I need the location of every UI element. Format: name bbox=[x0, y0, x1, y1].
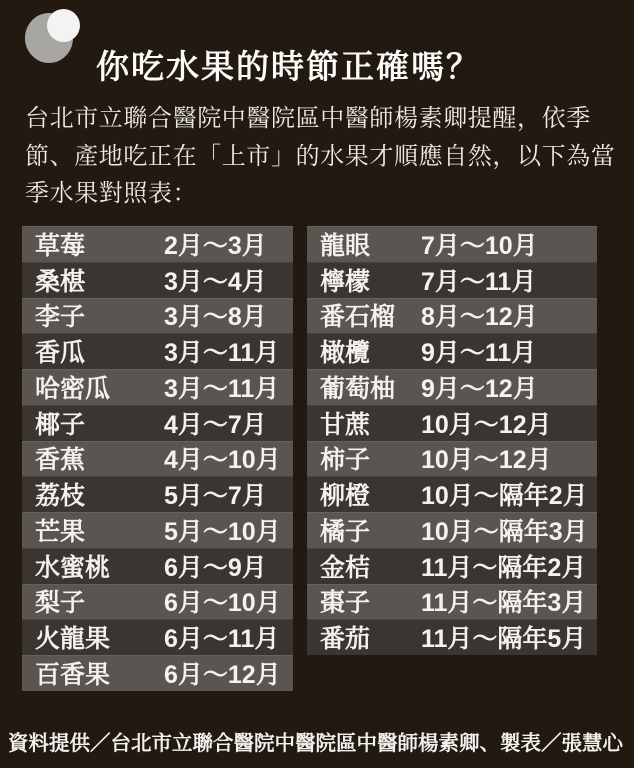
table-row bbox=[22, 369, 293, 405]
fruit-season-months: 5月～7月 bbox=[164, 482, 267, 511]
intro-line: 節、產地吃正在「上市」的水果才順應自然，以下為當 bbox=[25, 142, 616, 170]
intro-line: 台北市立聯合醫院中醫院區中醫師楊素卿提醒，依季 bbox=[25, 105, 591, 132]
fruit-season-months: 10月～12月 bbox=[421, 410, 552, 439]
fruit-table-left-column bbox=[22, 226, 293, 691]
fruit-season-months: 9月～12月 bbox=[421, 374, 538, 403]
intro-paragraph bbox=[25, 100, 615, 213]
fruit-name: 龍眼 bbox=[320, 231, 371, 260]
table-row bbox=[22, 548, 293, 584]
table-row bbox=[307, 441, 597, 477]
fruit-season-months: 6月～12月 bbox=[164, 660, 281, 689]
fruit-name: 草莓 bbox=[35, 231, 86, 260]
fruit-name: 李子 bbox=[35, 303, 86, 332]
fruit-name: 金桔 bbox=[320, 553, 371, 582]
table-row bbox=[22, 226, 293, 262]
table-row bbox=[307, 512, 597, 548]
fruit-name: 桑椹 bbox=[35, 267, 86, 296]
intro-line: 季水果對照表： bbox=[25, 180, 198, 207]
fruit-name: 芒果 bbox=[35, 517, 86, 546]
table-row bbox=[307, 298, 597, 334]
fruit-name: 葡萄柚 bbox=[320, 374, 396, 403]
table-row bbox=[22, 333, 293, 369]
fruit-season-months: 7月～11月 bbox=[421, 267, 537, 296]
fruit-season-months: 4月～7月 bbox=[164, 410, 267, 439]
fruit-season-months: 6月～11月 bbox=[164, 625, 280, 654]
table-row bbox=[307, 333, 597, 369]
fruit-name: 椰子 bbox=[35, 410, 86, 439]
fruit-name: 香瓜 bbox=[35, 339, 86, 368]
fruit-name: 柿子 bbox=[320, 446, 371, 475]
fruit-season-months: 9月～11月 bbox=[421, 339, 537, 368]
table-row bbox=[307, 548, 597, 584]
fruit-season-months: 10月～隔年3月 bbox=[421, 517, 588, 546]
fruit-season-months: 4月～10月 bbox=[164, 446, 281, 475]
table-row bbox=[307, 619, 597, 655]
table-row bbox=[22, 405, 293, 441]
fruit-season-months: 2月～3月 bbox=[164, 231, 267, 260]
fruit-table-right-column bbox=[307, 226, 597, 655]
fruit-season-months: 10月～隔年2月 bbox=[421, 482, 588, 511]
table-row bbox=[22, 476, 293, 512]
fruit-season-months: 6月～10月 bbox=[164, 589, 281, 618]
fruit-season-months: 11月～隔年2月 bbox=[421, 553, 587, 582]
fruit-name: 火龍果 bbox=[35, 625, 111, 654]
fruit-name: 橄欖 bbox=[320, 339, 371, 368]
fruit-name: 檸檬 bbox=[320, 267, 371, 296]
page-title: 你吃水果的時節正確嗎？ bbox=[96, 48, 481, 86]
fruit-name: 甘蔗 bbox=[320, 410, 371, 439]
table-row bbox=[307, 584, 597, 620]
fruit-season-months: 3月～4月 bbox=[164, 267, 267, 296]
fruit-season-months: 11月～隔年3月 bbox=[421, 589, 587, 618]
fruit-season-months: 7月～10月 bbox=[421, 231, 538, 260]
table-row bbox=[307, 476, 597, 512]
table-row bbox=[307, 262, 597, 298]
fruit-name: 棗子 bbox=[320, 589, 371, 618]
fruit-season-months: 11月～隔年5月 bbox=[421, 625, 587, 654]
table-row bbox=[22, 619, 293, 655]
table-row bbox=[22, 655, 293, 691]
fruit-season-months: 3月～11月 bbox=[164, 339, 280, 368]
credits-text: 資料提供／台北市立聯合醫院中醫院區中醫師楊素卿、製表／張慧心 bbox=[8, 732, 623, 755]
table-row bbox=[307, 226, 597, 262]
fruit-season-months: 6月～9月 bbox=[164, 553, 267, 582]
table-row bbox=[22, 262, 293, 298]
fruit-name: 番茄 bbox=[320, 625, 371, 654]
fruit-season-months: 3月～8月 bbox=[164, 303, 267, 332]
fruit-name: 荔枝 bbox=[35, 482, 86, 511]
fruit-name: 百香果 bbox=[35, 660, 111, 689]
fruit-name: 番石榴 bbox=[320, 303, 396, 332]
fruit-name: 橘子 bbox=[320, 517, 371, 546]
fruit-name: 香蕉 bbox=[35, 446, 86, 475]
title-bullet-white-circle bbox=[47, 9, 80, 42]
table-row bbox=[307, 405, 597, 441]
table-row bbox=[22, 512, 293, 548]
table-row bbox=[22, 584, 293, 620]
table-row bbox=[22, 298, 293, 334]
fruit-name: 柳橙 bbox=[320, 482, 371, 511]
fruit-season-months: 3月～11月 bbox=[164, 374, 280, 403]
fruit-name: 哈密瓜 bbox=[35, 374, 111, 403]
table-row bbox=[22, 441, 293, 477]
fruit-name: 水蜜桃 bbox=[35, 553, 111, 582]
table-row bbox=[307, 369, 597, 405]
fruit-season-months: 10月～12月 bbox=[421, 446, 552, 475]
fruit-season-months: 8月～12月 bbox=[421, 303, 538, 332]
fruit-name: 梨子 bbox=[35, 589, 86, 618]
fruit-season-months: 5月～10月 bbox=[164, 517, 281, 546]
